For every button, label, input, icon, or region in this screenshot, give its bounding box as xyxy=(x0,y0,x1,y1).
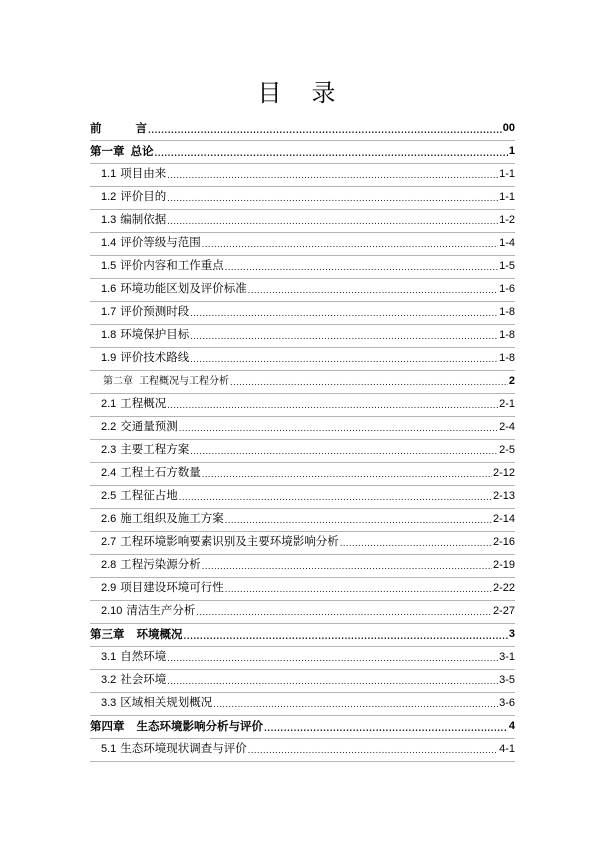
toc-entry-number: 2.10 xyxy=(101,605,123,617)
toc-leader-dots xyxy=(213,695,498,715)
toc-entry[interactable] xyxy=(90,233,515,256)
toc-entry-text: 工程土石方数量 xyxy=(120,465,201,479)
title-char-2: 录 xyxy=(311,79,338,107)
toc-leader-dots xyxy=(167,212,498,232)
toc-entry[interactable] xyxy=(90,394,515,417)
toc-leader-dots xyxy=(190,304,498,324)
toc-entry-text: 编制依据 xyxy=(120,212,167,226)
toc-leader-dots xyxy=(167,396,498,416)
toc-entry[interactable] xyxy=(90,210,515,233)
toc-page-number: 00 xyxy=(502,122,515,134)
toc-entry-number: 1.1 xyxy=(101,168,117,180)
toc-entry[interactable] xyxy=(90,417,515,440)
toc-entry-label xyxy=(101,737,247,761)
toc-entry[interactable] xyxy=(90,371,515,394)
toc-entry[interactable] xyxy=(90,325,515,348)
toc-entry[interactable] xyxy=(90,463,515,486)
toc-entry-number: 2.6 xyxy=(101,513,117,525)
toc-page-number: 2-5 xyxy=(499,444,515,456)
toc-leader-dots xyxy=(264,718,508,738)
toc-entry-label xyxy=(101,162,166,186)
toc-entry-number: 第三章 xyxy=(90,627,125,641)
toc-entry-label xyxy=(101,507,224,531)
toc-entry-label xyxy=(101,185,166,209)
toc-page-number: 2-13 xyxy=(492,490,515,502)
toc-entry-label xyxy=(101,438,189,462)
toc-entry-number: 第一章 xyxy=(90,144,125,158)
toc-page-number: 3-5 xyxy=(499,674,515,686)
toc-entry[interactable] xyxy=(90,141,515,164)
toc-entry-label xyxy=(101,392,166,416)
toc-entry-number: 1.2 xyxy=(101,191,117,203)
toc-entry-text: 区域相关规划概况 xyxy=(120,695,213,709)
toc-entry[interactable] xyxy=(90,302,515,325)
toc-leader-dots xyxy=(179,488,492,508)
toc-page-number: 1-4 xyxy=(499,237,515,249)
toc-entry-number: 1.9 xyxy=(101,352,117,364)
toc-entry-text: 环境功能区划及评价标准 xyxy=(120,281,247,295)
toc-entry-text: 环境概况 xyxy=(136,627,183,641)
toc-leader-dots xyxy=(167,189,498,209)
toc-entry-text: 工程概况与工程分析 xyxy=(139,376,229,387)
toc-leader-dots xyxy=(179,419,498,439)
toc-entry[interactable] xyxy=(90,693,515,716)
toc-leader-dots xyxy=(190,350,498,370)
toc-entry-number: 1.7 xyxy=(101,306,117,318)
toc-entry-number: 1.8 xyxy=(101,329,117,341)
toc-entry-text: 项目由来 xyxy=(120,166,167,180)
toc-entry[interactable] xyxy=(90,624,515,647)
toc-entry-number: 2.9 xyxy=(101,582,117,594)
toc-entry-text: 环境保护目标 xyxy=(120,327,190,341)
toc-page-number: 1-8 xyxy=(499,352,515,364)
toc-page-number: 1-1 xyxy=(499,168,515,180)
toc-page-number: 4-1 xyxy=(499,743,515,755)
toc-entry-number: 2.1 xyxy=(101,398,117,410)
toc-entry-label xyxy=(101,323,189,347)
toc-leader-dots xyxy=(167,672,498,692)
toc-page-number: 1-8 xyxy=(499,306,515,318)
toc-entry-text: 工程污染源分析 xyxy=(120,557,201,571)
toc-page-number: 2-12 xyxy=(492,467,515,479)
toc-entry-number: 第二章 xyxy=(103,376,133,387)
toc-leader-dots xyxy=(202,557,492,577)
toc-page-number: 3 xyxy=(508,628,515,640)
toc-entry-label xyxy=(101,668,166,692)
toc-entry[interactable] xyxy=(90,555,515,578)
toc-entry-label xyxy=(101,576,224,600)
toc-entry-label xyxy=(101,691,212,715)
toc-page-number: 2-19 xyxy=(492,559,515,571)
toc-leader-dots xyxy=(202,465,492,485)
toc-entry-text: 工程概况 xyxy=(120,396,167,410)
toc-entry-label xyxy=(101,599,195,623)
toc-entry-text: 工程环境影响要素识别及主要环境影响分析 xyxy=(120,534,339,548)
title-char-1: 目 xyxy=(257,79,284,107)
toc-entry-number: 2.7 xyxy=(101,536,117,548)
toc-leader-dots xyxy=(155,143,508,163)
toc-entry-text: 总论 xyxy=(130,144,154,158)
toc-entry[interactable] xyxy=(90,716,515,739)
toc-leader-dots xyxy=(225,580,492,600)
toc-entry-text: 项目建设环境可行性 xyxy=(120,580,224,594)
toc-entry-label xyxy=(101,461,201,485)
toc-entry-number: 3.1 xyxy=(101,651,117,663)
toc-entry-text: 评价预测时段 xyxy=(120,304,190,318)
toc-entry-label xyxy=(101,277,247,301)
toc-entry[interactable] xyxy=(90,118,515,141)
toc-entry-label xyxy=(103,370,229,393)
toc-page-number: 2-4 xyxy=(499,421,515,433)
toc-entry-label xyxy=(90,140,154,163)
toc-entry[interactable] xyxy=(90,509,515,532)
toc-entry-number: 2.3 xyxy=(101,444,117,456)
toc-entry[interactable] xyxy=(90,578,515,601)
toc-page-number: 2-27 xyxy=(492,605,515,617)
toc-leader-dots xyxy=(167,166,498,186)
toc-entry-text: 生态环境影响分析与评价 xyxy=(136,719,263,733)
toc-entry-text: 工程征占地 xyxy=(120,488,178,502)
toc-page-number: 1-1 xyxy=(499,191,515,203)
toc-entry-number: 1.5 xyxy=(101,260,117,272)
toc-entry[interactable] xyxy=(90,486,515,509)
toc-leader-dots xyxy=(190,327,498,347)
toc-entry-number: 2.4 xyxy=(101,467,117,479)
table-of-contents xyxy=(90,118,515,762)
toc-entry-text: 交通量预测 xyxy=(120,419,178,433)
toc-entry-label xyxy=(90,623,183,646)
toc-entry-text: 言 xyxy=(135,121,147,135)
toc-leader-dots xyxy=(202,235,498,255)
toc-entry-label xyxy=(101,300,189,324)
toc-entry-text: 清洁生产分析 xyxy=(126,603,196,617)
toc-page-number: 1-6 xyxy=(499,283,515,295)
toc-entry[interactable] xyxy=(90,187,515,210)
toc-entry-number: 2.8 xyxy=(101,559,117,571)
toc-entry-number: 前 xyxy=(90,121,102,135)
toc-entry-label xyxy=(101,254,224,278)
toc-entry[interactable] xyxy=(90,532,515,555)
toc-leader-dots xyxy=(225,258,498,278)
toc-leader-dots xyxy=(190,442,498,462)
toc-leader-dots xyxy=(184,626,508,646)
toc-entry-label xyxy=(90,715,263,738)
toc-entry-label xyxy=(101,645,166,669)
toc-entry-text: 评价等级与范围 xyxy=(120,235,201,249)
toc-leader-dots xyxy=(230,373,508,393)
toc-page-number: 1-5 xyxy=(499,260,515,272)
toc-leader-dots xyxy=(248,281,498,301)
toc-leader-dots xyxy=(148,120,502,140)
toc-leader-dots xyxy=(196,603,492,623)
toc-entry-label xyxy=(101,346,189,370)
toc-entry-text: 施工组织及施工方案 xyxy=(120,511,224,525)
toc-entry[interactable] xyxy=(90,647,515,670)
toc-entry-text: 主要工程方案 xyxy=(120,442,190,456)
toc-entry-number: 3.2 xyxy=(101,674,117,686)
toc-entry[interactable] xyxy=(90,279,515,302)
toc-page-number: 1-8 xyxy=(499,329,515,341)
toc-entry-text: 生态环境现状调查与评价 xyxy=(120,741,247,755)
toc-page-number: 4 xyxy=(508,720,515,732)
toc-entry-number: 1.4 xyxy=(101,237,117,249)
toc-entry-text: 自然环境 xyxy=(120,649,167,663)
toc-page-number: 2-14 xyxy=(492,513,515,525)
page-title xyxy=(0,73,595,108)
toc-entry-label xyxy=(90,117,147,140)
toc-entry[interactable] xyxy=(90,739,515,762)
toc-entry-number: 2.2 xyxy=(101,421,117,433)
toc-entry[interactable] xyxy=(90,256,515,279)
toc-leader-dots xyxy=(225,511,492,531)
toc-entry-number: 5.1 xyxy=(101,743,117,755)
toc-entry[interactable] xyxy=(90,348,515,371)
toc-page-number: 2-16 xyxy=(492,536,515,548)
toc-entry-label xyxy=(101,415,178,439)
toc-page-number: 3-1 xyxy=(499,651,515,663)
toc-page-number: 1 xyxy=(508,145,515,157)
toc-page-number: 2 xyxy=(508,375,515,387)
toc-entry-number: 1.6 xyxy=(101,283,117,295)
toc-page-number: 3-6 xyxy=(499,697,515,709)
toc-entry-text: 社会环境 xyxy=(120,672,167,686)
toc-entry-number: 第四章 xyxy=(90,719,125,733)
toc-entry-number: 1.3 xyxy=(101,214,117,226)
toc-entry-text: 评价内容和工作重点 xyxy=(120,258,224,272)
toc-entry-label xyxy=(101,553,201,577)
toc-page-number: 1-2 xyxy=(499,214,515,226)
toc-leader-dots xyxy=(167,649,498,669)
toc-entry[interactable] xyxy=(90,164,515,187)
toc-page-number: 2-1 xyxy=(499,398,515,410)
toc-entry[interactable] xyxy=(90,601,515,624)
toc-entry-label xyxy=(101,231,201,255)
toc-entry[interactable] xyxy=(90,440,515,463)
toc-leader-dots xyxy=(340,534,492,554)
toc-entry-number: 3.3 xyxy=(101,697,117,709)
toc-entry-label xyxy=(101,484,178,508)
toc-entry-text: 评价技术路线 xyxy=(120,350,190,364)
toc-entry-label xyxy=(101,208,166,232)
toc-entry-text: 评价目的 xyxy=(120,189,167,203)
toc-entry[interactable] xyxy=(90,670,515,693)
toc-page-number: 2-22 xyxy=(492,582,515,594)
toc-leader-dots xyxy=(248,741,498,761)
toc-entry-label xyxy=(101,530,339,554)
toc-entry-number: 2.5 xyxy=(101,490,117,502)
